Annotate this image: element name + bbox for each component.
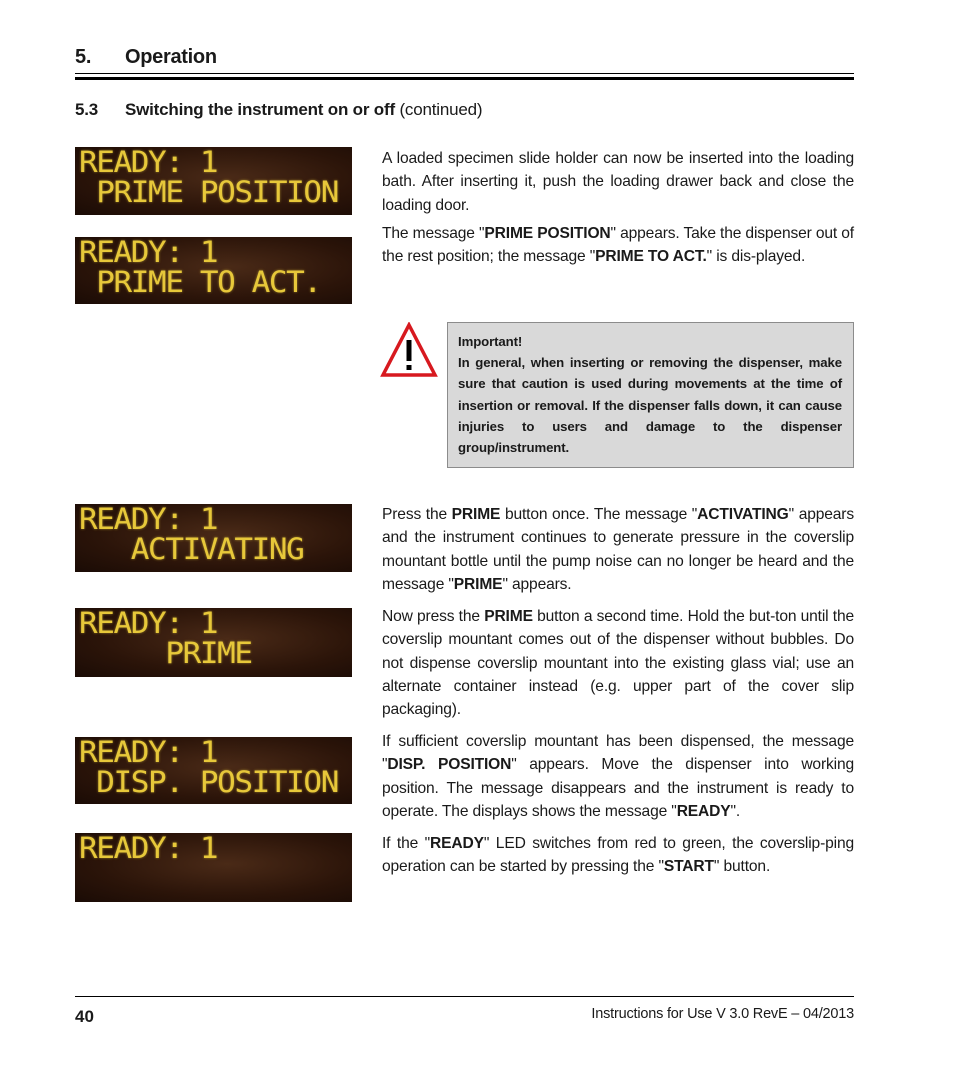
- text: The message ": [382, 225, 485, 242]
- paragraph-prime-second: [382, 605, 854, 721]
- paragraph-prime-position: [382, 222, 854, 269]
- page-number: 40: [75, 1007, 94, 1026]
- important-notice: [447, 322, 854, 468]
- display-line-1: READY: 1: [79, 147, 218, 180]
- paragraph-disp-position: [382, 730, 854, 823]
- section-title: Switching the instrument on or off: [125, 100, 395, 119]
- display-line-1: READY: 1: [79, 737, 218, 770]
- display-prime: [75, 608, 352, 677]
- keyword: READY: [676, 802, 731, 820]
- text: " is dis-played.: [706, 248, 806, 266]
- keyword: DISP. POSITION: [387, 756, 512, 774]
- document-version: Instructions for Use V 3.0 RevE – 04/2013: [591, 1006, 854, 1022]
- display-line-1: READY: 1: [79, 833, 218, 866]
- text: button once. The message ": [500, 506, 698, 523]
- paragraph-ready-start: [382, 832, 854, 879]
- chapter-title: Operation: [125, 46, 217, 68]
- text: ".: [730, 802, 741, 820]
- display-line-1: READY: 1: [79, 504, 218, 537]
- keyword: PRIME: [484, 608, 533, 625]
- paragraph-insert-holder: A loaded specimen slide holder can now be inserted into the loading bath. After inserting it, push the loading drawer back and close the loading door.: [382, 150, 854, 214]
- text: button a second time. Hold the but-ton until the coverslip mountant comes out of the dispenser without bubbles. Do not dispense coverslip mountant into the existing glass vial; use an alternate container instead (e.g. upper part of the cover slip packaging).: [382, 608, 854, 719]
- keyword: PRIME POSITION: [484, 225, 611, 242]
- display-ready: [75, 833, 352, 902]
- notice-heading: Important!: [458, 334, 523, 349]
- keyword: PRIME TO ACT.: [595, 248, 707, 266]
- text: If the ": [382, 835, 431, 852]
- display-line-2: PRIME TO ACT.: [79, 265, 321, 300]
- section-heading: [75, 100, 482, 120]
- display-line-2: DISP. POSITION: [79, 765, 338, 800]
- section-number: 5.3: [75, 100, 99, 119]
- display-line-2: ACTIVATING: [79, 532, 304, 567]
- keyword: PRIME: [451, 506, 501, 523]
- display-line-1: READY: 1: [79, 608, 218, 641]
- display-line-1: READY: 1: [79, 237, 218, 270]
- display-prime-to-act: [75, 237, 352, 304]
- notice-body: In general, when inserting or removing the dispenser, make sure that caution is used during movements at the time of insertion or removal. If the dispenser falls down, it can cause injuries to users and damage to the dispenser group/instrument.: [458, 355, 842, 456]
- chapter-number: 5.: [75, 46, 92, 68]
- chapter-heading: [75, 46, 217, 69]
- text: " appears and the instrument continues to generate pressure in the coverslip mountant bottle until the pump noise can no longer be heard and the message ": [382, 506, 854, 593]
- text: Press the: [382, 506, 452, 523]
- keyword: START: [663, 858, 714, 876]
- section-suffix: (continued): [399, 100, 483, 119]
- text: Now press the: [382, 608, 485, 625]
- keyword: READY: [430, 835, 484, 852]
- footer-rule: [75, 996, 854, 997]
- display-disp-position: [75, 737, 352, 804]
- display-line-2: PRIME: [79, 636, 252, 671]
- paragraph-activating: [382, 503, 854, 596]
- display-prime-position: [75, 147, 352, 215]
- display-line-2: PRIME POSITION: [79, 175, 338, 210]
- display-activating: [75, 504, 352, 572]
- text: " LED switches from red to green, the coverslip-ping operation can be started by pressing the ": [382, 835, 855, 876]
- text: " appears.: [502, 575, 572, 593]
- header-rule-thin: [75, 73, 854, 74]
- text: " appears. Take the dispenser out of the rest position; the message ": [382, 225, 854, 266]
- keyword: ACTIVATING: [697, 506, 789, 523]
- keyword: PRIME: [453, 575, 503, 593]
- text: " button.: [713, 858, 771, 876]
- text: " appears. Move the dispenser into working position. The message disappears and the instrument is ready to operate. The displays shows the message ": [382, 756, 854, 820]
- warning-triangle-icon: [380, 322, 438, 378]
- text: If sufficient coverslip mountant has been dispensed, the message ": [382, 733, 854, 774]
- header-rule-thick: [75, 77, 854, 80]
